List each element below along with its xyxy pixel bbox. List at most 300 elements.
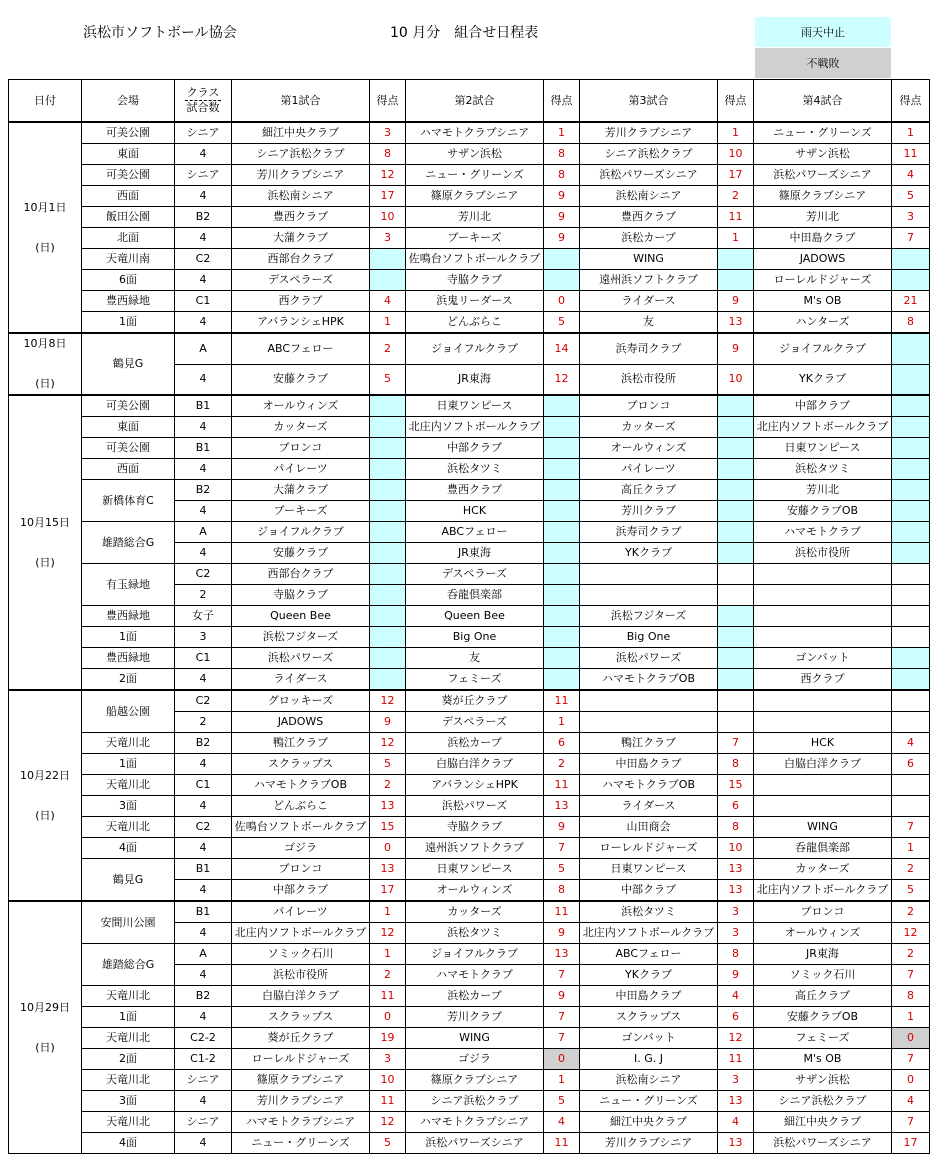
table-row	[9, 522, 930, 543]
team-cell: 浜松パワーズ	[580, 648, 718, 669]
score-cell: 8	[892, 312, 930, 334]
score-cell	[718, 417, 754, 438]
score-cell	[370, 395, 406, 417]
team-cell: 浜松市役所	[754, 543, 892, 564]
team-cell: YKクラブ	[580, 965, 718, 986]
venue-cell: 天竜川北	[82, 775, 175, 796]
score-cell: 2	[718, 186, 754, 207]
venue-cell: 4面	[82, 1133, 175, 1154]
score-cell	[892, 690, 930, 712]
class-cell: シニア	[175, 165, 232, 186]
team-cell: ニュー・グリーンズ	[232, 1133, 370, 1154]
score-cell: 1	[544, 712, 580, 733]
score-cell: 12	[370, 1112, 406, 1133]
team-cell: 浜松パワーズシニア	[754, 165, 892, 186]
score-cell: 3	[718, 901, 754, 923]
col-class	[175, 80, 232, 123]
team-cell: ハマモトクラブOB	[232, 775, 370, 796]
schedule-table	[8, 79, 930, 1154]
date-cell	[9, 395, 82, 690]
score-cell: 13	[718, 312, 754, 334]
score-cell: 3	[718, 1070, 754, 1091]
team-cell: ハマモトクラブ	[754, 522, 892, 543]
team-cell: ゴンバット	[580, 1028, 718, 1049]
team-cell: 篠原クラブシニア	[232, 1070, 370, 1091]
venue-cell: 東面	[82, 417, 175, 438]
score-cell: 1	[544, 122, 580, 144]
venue-cell: 3面	[82, 1091, 175, 1112]
team-cell: シニア浜松クラブ	[232, 144, 370, 165]
team-cell: カッターズ	[580, 417, 718, 438]
score-cell	[370, 249, 406, 270]
team-cell	[754, 564, 892, 585]
table-row	[9, 165, 930, 186]
score-cell	[718, 627, 754, 648]
team-cell: 浜松パワーズ	[406, 796, 544, 817]
venue-cell: 雄踏総合G	[82, 522, 175, 564]
team-cell: 浜松南シニア	[232, 186, 370, 207]
team-cell: ブーキーズ	[406, 228, 544, 249]
score-cell: 17	[718, 165, 754, 186]
score-cell	[718, 438, 754, 459]
score-cell: 13	[544, 944, 580, 965]
score-cell: 21	[892, 291, 930, 312]
team-cell: 高丘クラブ	[580, 480, 718, 501]
score-cell: 6	[544, 733, 580, 754]
score-cell	[718, 606, 754, 627]
score-cell: 2	[892, 859, 930, 880]
table-row	[9, 333, 930, 364]
team-cell: 呑龍倶楽部	[406, 585, 544, 606]
team-cell: 芳川クラブシニア	[232, 1091, 370, 1112]
venue-cell: 豊西緑地	[82, 291, 175, 312]
score-cell: 1	[718, 228, 754, 249]
score-cell	[892, 270, 930, 291]
team-cell: Queen Bee	[406, 606, 544, 627]
team-cell: 白脇白洋クラブ	[406, 754, 544, 775]
class-cell: 4	[175, 838, 232, 859]
team-cell: 浜松タツミ	[406, 923, 544, 944]
score-cell: 8	[718, 944, 754, 965]
venue-cell: 天竜川北	[82, 733, 175, 754]
score-cell	[544, 270, 580, 291]
score-cell: 5	[370, 754, 406, 775]
score-cell	[544, 522, 580, 543]
score-cell	[892, 522, 930, 543]
team-cell: 浜松フジターズ	[580, 606, 718, 627]
score-cell: 0	[892, 1028, 930, 1049]
table-row	[9, 838, 930, 859]
class-cell: 4	[175, 923, 232, 944]
table-row	[9, 754, 930, 775]
team-cell: M's OB	[754, 1049, 892, 1070]
venue-cell: 2面	[82, 669, 175, 691]
team-cell: 浜松パワーズ	[232, 648, 370, 669]
score-cell: 3	[718, 923, 754, 944]
score-cell: 6	[718, 796, 754, 817]
score-cell	[544, 417, 580, 438]
col-date: 日付	[9, 80, 82, 123]
table-row	[9, 1070, 930, 1091]
col-venue: 会場	[82, 80, 175, 123]
score-cell	[892, 438, 930, 459]
score-cell: 8	[718, 754, 754, 775]
score-cell: 11	[544, 901, 580, 923]
team-cell: 白脇白洋クラブ	[754, 754, 892, 775]
score-cell	[370, 501, 406, 522]
score-cell: 4	[892, 733, 930, 754]
score-cell: 12	[544, 364, 580, 395]
class-cell: シニア	[175, 122, 232, 144]
score-cell	[718, 501, 754, 522]
team-cell: デスペラーズ	[232, 270, 370, 291]
score-cell	[892, 395, 930, 417]
team-cell: スクラップス	[232, 754, 370, 775]
col-game3: 第3試合	[580, 80, 718, 123]
venue-cell: 可美公園	[82, 165, 175, 186]
score-cell: 10	[370, 207, 406, 228]
team-cell: ブロンコ	[754, 901, 892, 923]
team-cell: 寺脇クラブ	[232, 585, 370, 606]
venue-cell: 天竜川北	[82, 817, 175, 838]
score-cell: 13	[718, 1091, 754, 1112]
team-cell: 日東ワンピース	[406, 859, 544, 880]
table-row	[9, 1133, 930, 1154]
table-row	[9, 228, 930, 249]
team-cell: 浜松フジターズ	[232, 627, 370, 648]
score-cell: 5	[892, 186, 930, 207]
header-row	[9, 80, 930, 123]
score-cell: 0	[544, 1049, 580, 1070]
venue-cell: 安間川公園	[82, 901, 175, 944]
table-row	[9, 606, 930, 627]
score-cell: 9	[544, 186, 580, 207]
team-cell: 安藤クラブOB	[754, 501, 892, 522]
class-cell: 4	[175, 186, 232, 207]
score-cell: 9	[718, 291, 754, 312]
venue-cell: 船越公園	[82, 690, 175, 733]
team-cell: ブーキーズ	[232, 501, 370, 522]
team-cell: オールウィンズ	[580, 438, 718, 459]
score-cell: 7	[544, 1028, 580, 1049]
score-cell: 11	[370, 1091, 406, 1112]
team-cell: ブロンコ	[580, 395, 718, 417]
score-cell: 13	[370, 859, 406, 880]
score-cell: 9	[544, 207, 580, 228]
team-cell: サザン浜松	[406, 144, 544, 165]
class-cell: C1-2	[175, 1049, 232, 1070]
team-cell	[754, 712, 892, 733]
class-cell: 4	[175, 270, 232, 291]
score-cell	[370, 669, 406, 691]
venue-cell: 西面	[82, 186, 175, 207]
team-cell	[754, 606, 892, 627]
class-cell: 4	[175, 543, 232, 564]
table-row	[9, 438, 930, 459]
score-cell	[544, 606, 580, 627]
table-row	[9, 270, 930, 291]
team-cell: 豊西クラブ	[232, 207, 370, 228]
score-cell: 5	[370, 364, 406, 395]
score-cell	[544, 585, 580, 606]
team-cell: JADOWS	[232, 712, 370, 733]
score-cell: 0	[892, 1070, 930, 1091]
score-cell	[892, 669, 930, 691]
table-row	[9, 859, 930, 880]
team-cell: 佐鳴台ソフトボールクラブ	[406, 249, 544, 270]
team-cell: 葵が丘クラブ	[406, 690, 544, 712]
team-cell	[754, 627, 892, 648]
class-cell: 3	[175, 627, 232, 648]
score-cell: 17	[370, 880, 406, 902]
score-cell	[370, 438, 406, 459]
score-cell: 8	[892, 986, 930, 1007]
team-cell: 浜松タツミ	[754, 459, 892, 480]
score-cell: 2	[892, 901, 930, 923]
team-cell: YKクラブ	[754, 364, 892, 395]
score-cell: 11	[718, 1049, 754, 1070]
score-cell: 4	[718, 1112, 754, 1133]
venue-cell: 可美公園	[82, 438, 175, 459]
score-cell: 3	[370, 122, 406, 144]
team-cell: 浜松タツミ	[580, 901, 718, 923]
team-cell: 西クラブ	[232, 291, 370, 312]
class-cell: 4	[175, 501, 232, 522]
score-cell: 10	[718, 144, 754, 165]
team-cell: 遠州浜ソフトクラブ	[406, 838, 544, 859]
class-cell: C1	[175, 775, 232, 796]
table-row	[9, 186, 930, 207]
team-cell: パイレーツ	[232, 901, 370, 923]
team-cell: ブロンコ	[232, 859, 370, 880]
team-cell: カッターズ	[232, 417, 370, 438]
class-cell: 4	[175, 364, 232, 395]
team-cell: 浜松南シニア	[580, 1070, 718, 1091]
team-cell: 友	[580, 312, 718, 334]
team-cell: パイレーツ	[580, 459, 718, 480]
score-cell: 12	[370, 690, 406, 712]
table-row	[9, 1028, 930, 1049]
weekday-label: (日)	[35, 240, 55, 254]
team-cell: ニュー・グリーンズ	[754, 122, 892, 144]
team-cell: ライダース	[580, 796, 718, 817]
team-cell: JR東海	[406, 364, 544, 395]
team-cell: 中部クラブ	[232, 880, 370, 902]
team-cell: 浜松パワーズシニア	[754, 1133, 892, 1154]
score-cell	[718, 249, 754, 270]
date-cell	[9, 690, 82, 901]
score-cell: 12	[370, 923, 406, 944]
col-score: 得点	[544, 80, 580, 123]
team-cell: どんぶらこ	[406, 312, 544, 334]
team-cell	[580, 712, 718, 733]
score-cell	[544, 564, 580, 585]
team-cell: 北庄内ソフトボールクラブ	[232, 923, 370, 944]
class-cell: 4	[175, 965, 232, 986]
score-cell: 12	[370, 733, 406, 754]
venue-cell: 1面	[82, 1007, 175, 1028]
class-cell: C2	[175, 564, 232, 585]
team-cell: JR東海	[754, 944, 892, 965]
team-cell: ハマモトクラブOB	[580, 669, 718, 691]
score-cell	[892, 459, 930, 480]
date-label: 10月22日	[20, 768, 70, 782]
score-cell: 4	[718, 986, 754, 1007]
team-cell: YKクラブ	[580, 543, 718, 564]
class-cell: B2	[175, 207, 232, 228]
team-cell: グロッキーズ	[232, 690, 370, 712]
score-cell	[892, 364, 930, 395]
score-cell: 0	[544, 291, 580, 312]
class-cell: C2	[175, 817, 232, 838]
team-cell: ローレルドジャーズ	[580, 838, 718, 859]
team-cell: JADOWS	[754, 249, 892, 270]
table-row	[9, 775, 930, 796]
class-cell: 4	[175, 880, 232, 902]
legend-forfeit: 不戦敗	[755, 48, 891, 78]
legend-rain: 雨天中止	[755, 17, 891, 47]
score-cell: 8	[718, 817, 754, 838]
table-row	[9, 817, 930, 838]
score-cell: 0	[370, 838, 406, 859]
team-cell: JR東海	[406, 543, 544, 564]
class-cell: C1	[175, 648, 232, 669]
score-cell	[892, 333, 930, 364]
score-cell: 4	[892, 165, 930, 186]
score-cell: 7	[892, 1112, 930, 1133]
team-cell: フェミーズ	[754, 1028, 892, 1049]
team-cell: 北庄内ソフトボールクラブ	[580, 923, 718, 944]
team-cell: Queen Bee	[232, 606, 370, 627]
class-cell: C2-2	[175, 1028, 232, 1049]
date-cell	[9, 901, 82, 1154]
team-cell: 西部台クラブ	[232, 564, 370, 585]
team-cell: カッターズ	[754, 859, 892, 880]
team-cell: ニュー・グリーンズ	[406, 165, 544, 186]
score-cell	[892, 796, 930, 817]
score-cell: 11	[718, 207, 754, 228]
score-cell: 3	[892, 207, 930, 228]
score-cell: 12	[370, 165, 406, 186]
table-row	[9, 395, 930, 417]
venue-cell: 北面	[82, 228, 175, 249]
table-row	[9, 417, 930, 438]
team-cell: ABCフェロー	[580, 944, 718, 965]
class-cell: 女子	[175, 606, 232, 627]
score-cell: 9	[544, 228, 580, 249]
team-cell: 安藤クラブ	[232, 543, 370, 564]
team-cell: 鴨江クラブ	[232, 733, 370, 754]
score-cell	[718, 648, 754, 669]
score-cell	[544, 648, 580, 669]
team-cell: 豊西クラブ	[580, 207, 718, 228]
team-cell: 西クラブ	[754, 669, 892, 691]
team-cell: ジョイフルクラブ	[754, 333, 892, 364]
venue-cell: 西面	[82, 459, 175, 480]
team-cell	[580, 564, 718, 585]
score-cell	[718, 564, 754, 585]
score-cell	[544, 627, 580, 648]
score-cell	[544, 543, 580, 564]
score-cell: 13	[718, 880, 754, 902]
team-cell: ゴジラ	[406, 1049, 544, 1070]
class-cell: 4	[175, 312, 232, 334]
team-cell: 浜松タツミ	[406, 459, 544, 480]
venue-cell: 6面	[82, 270, 175, 291]
date-label: 10月8日	[23, 337, 67, 350]
class-cell: A	[175, 522, 232, 543]
team-cell: 浜寿司クラブ	[580, 522, 718, 543]
score-cell	[370, 585, 406, 606]
score-cell: 13	[718, 1133, 754, 1154]
col-class-bottom: 試合数	[186, 101, 220, 114]
score-cell: 11	[544, 1133, 580, 1154]
team-cell: 中田島クラブ	[580, 986, 718, 1007]
team-cell	[754, 775, 892, 796]
venue-cell: 豊西緑地	[82, 648, 175, 669]
table-row	[9, 122, 930, 144]
score-cell: 3	[370, 1049, 406, 1070]
score-cell: 9	[370, 712, 406, 733]
class-cell: 4	[175, 144, 232, 165]
team-cell: ソミック石川	[232, 944, 370, 965]
team-cell: ローレルドジャーズ	[754, 270, 892, 291]
score-cell	[370, 459, 406, 480]
score-cell: 14	[544, 333, 580, 364]
team-cell: シニア浜松クラブ	[580, 144, 718, 165]
score-cell: 12	[718, 1028, 754, 1049]
score-cell: 8	[544, 144, 580, 165]
date-label: 10月29日	[20, 1000, 70, 1014]
score-cell	[370, 648, 406, 669]
venue-cell: 4面	[82, 838, 175, 859]
col-game1: 第1試合	[232, 80, 370, 123]
score-cell	[718, 395, 754, 417]
team-cell: ハマモトクラブシニア	[232, 1112, 370, 1133]
team-cell: 細江中央クラブ	[232, 122, 370, 144]
class-cell: 2	[175, 712, 232, 733]
venue-cell: 天竜川北	[82, 1112, 175, 1133]
score-cell: 9	[544, 817, 580, 838]
score-cell: 4	[544, 1112, 580, 1133]
venue-cell: 3面	[82, 796, 175, 817]
score-cell: 13	[544, 796, 580, 817]
class-cell: C2	[175, 249, 232, 270]
team-cell: スクラップス	[580, 1007, 718, 1028]
team-cell: 日東ワンピース	[754, 438, 892, 459]
weekday-label: (日)	[35, 377, 55, 390]
score-cell	[892, 480, 930, 501]
class-cell: B2	[175, 480, 232, 501]
score-cell: 8	[544, 880, 580, 902]
class-cell: 2	[175, 585, 232, 606]
table-row	[9, 733, 930, 754]
class-cell: B1	[175, 901, 232, 923]
score-cell	[718, 480, 754, 501]
team-cell: WING	[580, 249, 718, 270]
score-cell: 1	[370, 944, 406, 965]
score-cell: 2	[370, 965, 406, 986]
date-label: 10月15日	[20, 515, 70, 529]
team-cell: ライダース	[580, 291, 718, 312]
team-cell: 中田島クラブ	[580, 754, 718, 775]
team-cell	[754, 796, 892, 817]
page-title: 10 月分 組合せ日程表	[390, 25, 539, 41]
venue-cell: 鶴見G	[82, 333, 175, 395]
weekday-label: (日)	[35, 1040, 55, 1054]
venue-cell: 鶴見G	[82, 859, 175, 902]
table-row	[9, 291, 930, 312]
